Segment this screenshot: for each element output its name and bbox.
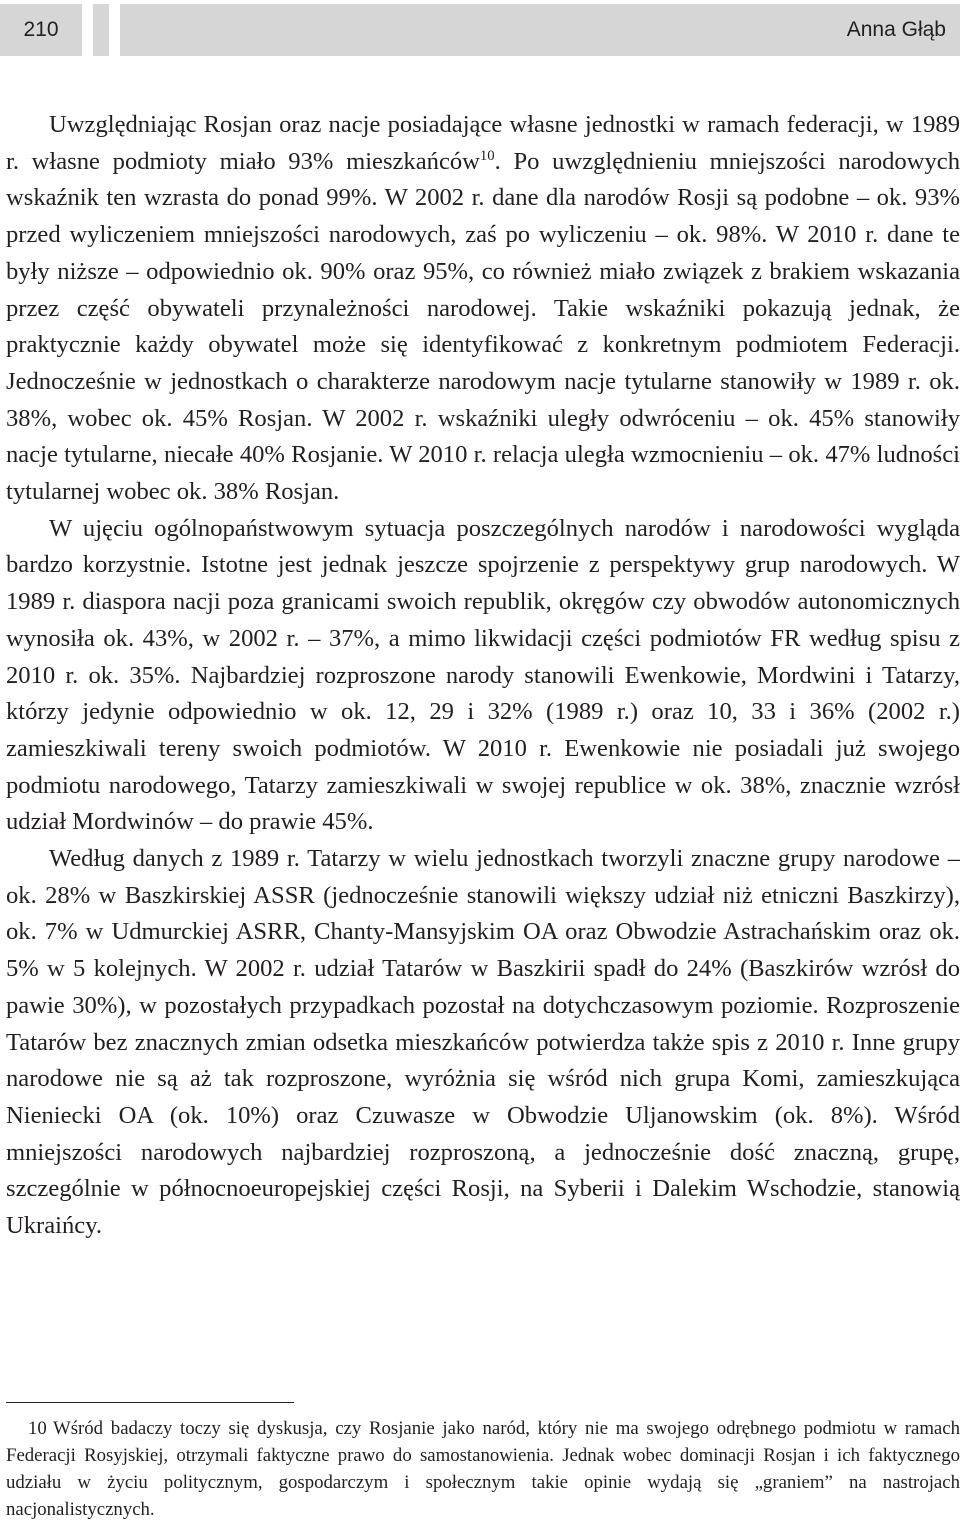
running-head-author: Anna Głąb: [120, 4, 960, 56]
paragraph-3: Według danych z 1989 r. Tatarzy w wielu jednostkach tworzyli znaczne grupy narodowe – ok. 28% w Baszkirskiej ASSR (jednocześnie stanowili większy udział niż etniczni Baszkirzy), ok. 7% w Udmurckiej ASRR, Chanty-Mansyjskim OA oraz Obwodzie Astrachańskim oraz ok. 5% w 5 kolejnych. W 2002 r. udział Tatarów w Baszkirii spadł do 24% (Baszkirów wzrósł do pawie 30%), w pozostałych przypadkach pozostał na dotychczasowym poziomie. Rozproszenie Tatarów bez znacznych zmian odsetka mieszkańców potwierdza także spis z 2010 r. Inne grupy narodowe nie są aż tak rozproszone, wyróżnia się wśród nich grupa Komi, zamieszkująca Nieniecki OA (ok. 10%) oraz Czuwasze w Obwodzie Uljanowskim (ok. 8%). Wśród mniejszości narodowych najbardziej rozproszoną, a jednocześnie dość znaczną, grupę, szczególnie w północnoeuropejskiej części Rosji, na Syberii i Dalekim Wschodzie, stanowią Ukraińcy.: [6, 845, 960, 1240]
paragraph-1-text-b: . Po uwzględnieniu mniejszości narodowych wskaźnik ten wzrasta do ponad 99%. W 2002 r. dane dla narodów Rosji są podobne – ok. 93% przed wyliczeniem mniejszości narodowych, zaś po wyliczeniu – ok. 98%. W 2010 r. dane te były niższe – odpowiednio ok. 90% oraz 95%, co również miało związek z brakiem wskazania przez część obywateli przynależności narodowej. Takie wskaźniki pokazują jednak, że praktycznie każdy obywatel może się identyfikować z konkretnym podmiotem Federacji. Jednocześnie w jednostkach o charakterze narodowym nacje tytularne stanowiły w 1989 r. ok. 38%, wobec ok. 45% Rosjan. W 2002 r. wskaźniki uległy odwróceniu – ok. 45% stanowiły nacje tytularne, niecałe 40% Rosjanie. W 2010 r. relacja uległa wzmocnieniu – ok. 47% ludności tytularnej wobec ok. 38% Rosjan.: [6, 147, 960, 506]
footnote-number: 10: [28, 1418, 47, 1439]
header-divider-block: [93, 4, 109, 56]
footnote: [6, 1415, 960, 1523]
paragraph-2: W ujęciu ogólnopaństwowym sytuacja poszczególnych narodów i narodowości wygląda bardzo korzystnie. Istotne jest jednak jeszcze spojrzenie z perspektywy grup narodowych. W 1989 r. diaspora nacji poza granicami swoich republik, okręgów czy obwodów autonomicznych wynosiła ok. 43%, w 2002 r. – 37%, a mimo likwidacji części podmiotów FR według spisu z 2010 r. ok. 35%. Najbardziej rozproszone narody stanowili Ewenkowie, Mordwini i Tatarzy, którzy jedynie odpowiednio w ok. 12, 29 i 32% (1989 r.) oraz 10, 33 i 36% (2002 r.) zamieszkiwali tereny swoich podmiotów. W 2010 r. Ewenkowie nie posiadali już swojego podmiotu narodowego, Tatarzy zamieszkiwali w swojej republice w ok. 38%, znacznie wzrósł udział Mordwinów – do prawie 45%.: [6, 514, 960, 836]
main-text: [6, 107, 960, 1245]
paragraph-1: [6, 107, 960, 511]
page-number: 210: [0, 4, 82, 56]
paragraph-1-text-a: Uwzględniając Rosjan oraz nacje posiadające własne jednostki w ramach federacji, w 1989 r. własne podmioty miało 93% mieszkańców: [6, 111, 960, 175]
footnote-separator: [6, 1402, 294, 1403]
footnote-reference[interactable]: 10: [479, 147, 495, 164]
footnote-text: Wśród badaczy toczy się dyskusja, czy Rosjanie jako naród, który nie ma swojego odrębnego podmiotu w ramach Federacji Rosyjskiej, otrzymali faktyczne prawo do samostanowienia. Jednak wobec dominacji Rosjan i ich faktycznego udziału w życiu politycznym, gospodarczym i społecznym takie opinie wydają się „graniem” na nastrojach nacjonalistycznych.: [6, 1418, 960, 1521]
page-header: [0, 0, 960, 60]
